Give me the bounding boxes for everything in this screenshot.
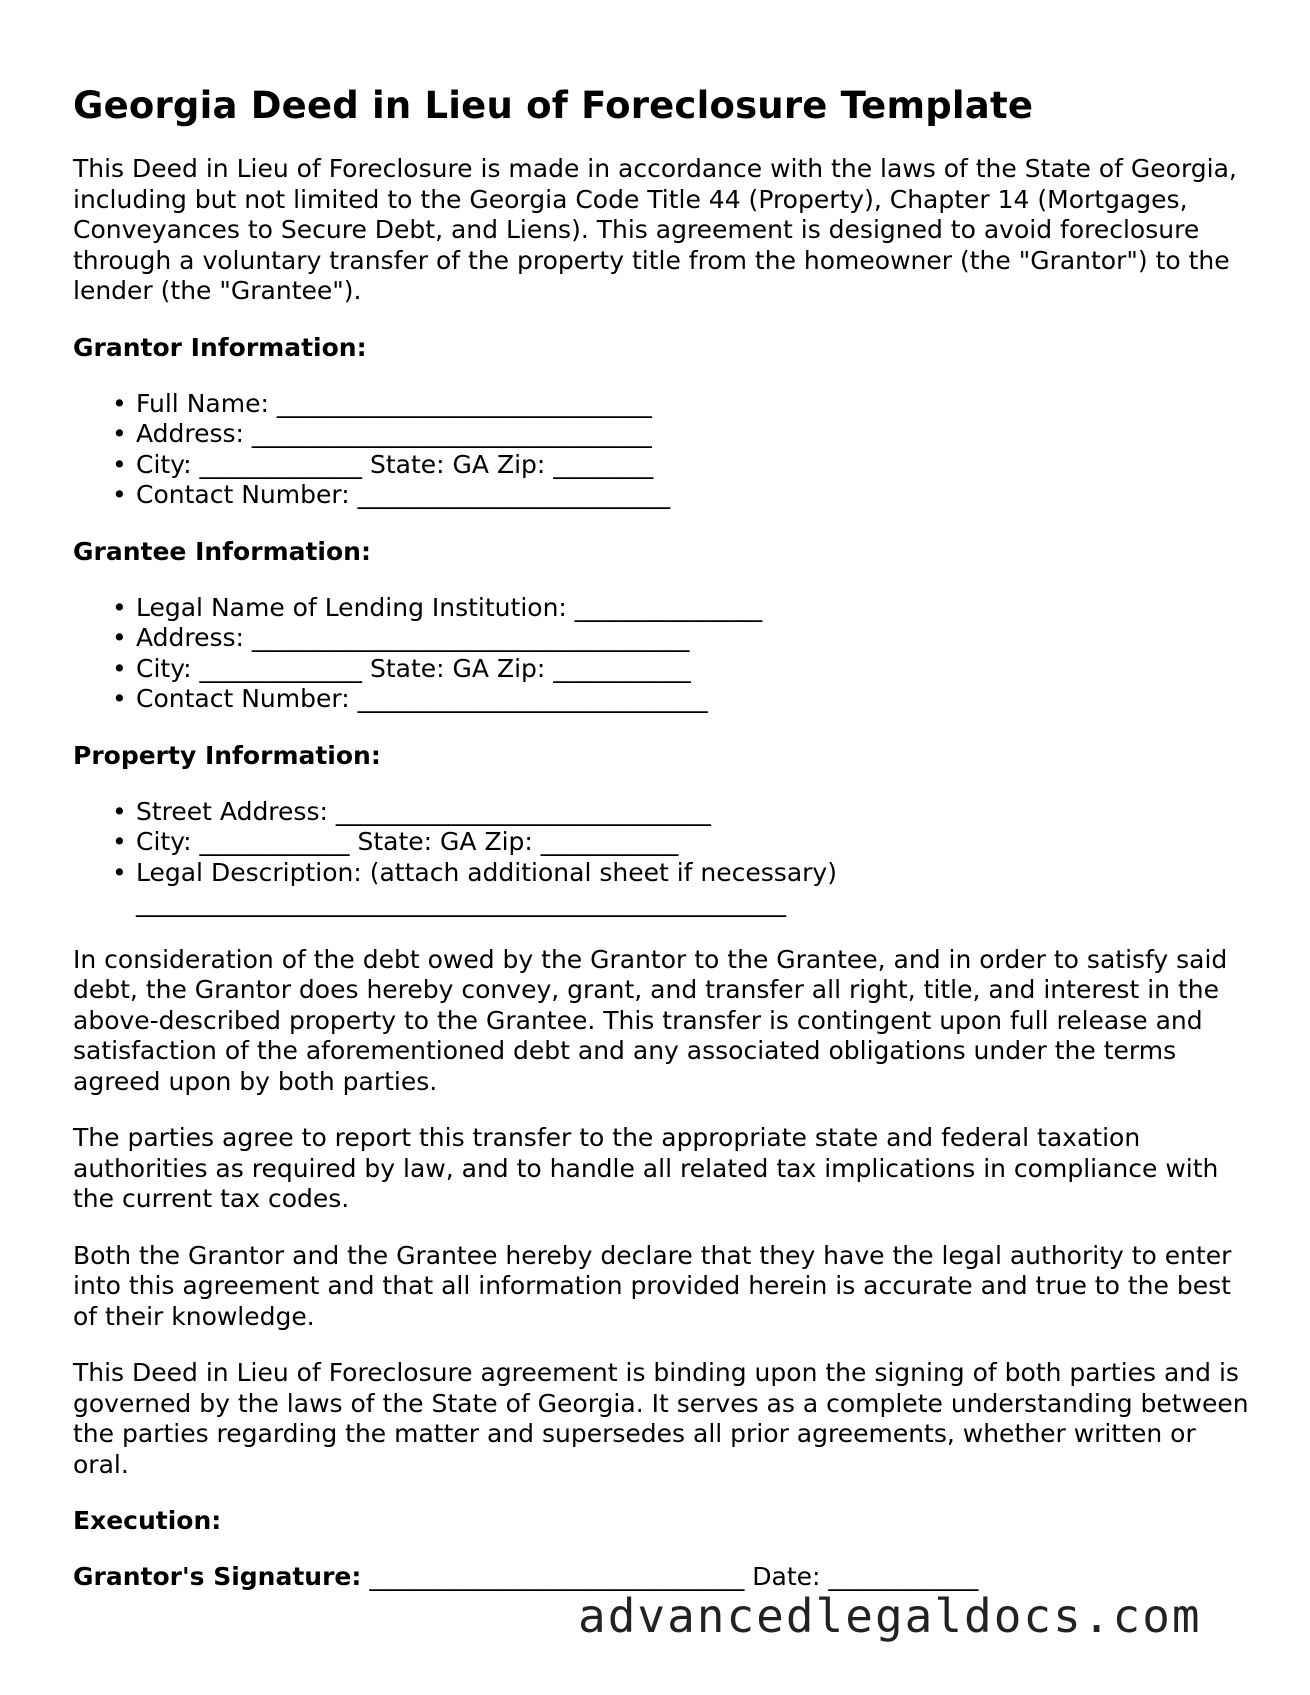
grantor-signature-label: Grantor's Signature:: [73, 1562, 362, 1591]
intro-paragraph: This Deed in Lieu of Foreclosure is made in accordance with the laws of the State of Georgia, including but not limited to the Georgia Code Title 44 (Property), Chapter 14 (Mortgages, Conveyances to Secure Debt, and Liens). This agreement is designed to avoid foreclosure through a voluntary transfer of the property title from the homeowner (the "Grantor") to the lender (the "Grantee").: [73, 154, 1237, 305]
grantor-signature-date-field[interactable]: Date: ____________: [752, 1562, 979, 1591]
list-item: [112, 388, 1253, 420]
list-item: [112, 449, 1253, 481]
bullet-icon: •: [112, 449, 127, 479]
execution-heading: Execution:: [73, 1506, 222, 1535]
grantee-address-field[interactable]: Address: ___________________________________: [136, 623, 690, 652]
property-field-list: [73, 797, 1253, 919]
grantee-field-list: [73, 593, 1253, 715]
document-page: [73, 84, 1253, 1592]
list-item: [112, 592, 1253, 624]
document-title: Georgia Deed in Lieu of Foreclosure Template: [73, 84, 1034, 127]
bullet-icon: •: [112, 623, 127, 652]
grantee-city-state-zip-field[interactable]: City: _____________ State: GA Zip: ___________: [136, 653, 691, 683]
bullet-icon: •: [112, 388, 127, 418]
bullet-icon: •: [112, 480, 127, 509]
list-item: [112, 480, 1253, 511]
bullet-icon: •: [112, 653, 127, 683]
consideration-paragraph: In consideration of the debt owed by the Grantor to the Grantee, and in order to satisfy said debt, the Grantor does hereby convey, grant, and transfer all right, title, and interest in the above-described property to the Grantee. This transfer is contingent upon full release and satisfaction of the aforementioned debt and any associated obligations under the terms agreed upon by both parties.: [73, 944, 1228, 1096]
grantee-contact-number-field[interactable]: Contact Number: ____________________________: [136, 684, 708, 713]
grantor-address-field[interactable]: Address: ________________________________: [136, 419, 652, 448]
bullet-icon: •: [112, 592, 127, 622]
bullet-icon: •: [112, 419, 127, 448]
bullet-icon: •: [112, 796, 127, 826]
authority-paragraph: Both the Grantor and the Grantee hereby declare that they have the legal authority to enter into this agreement and that all information provided herein is accurate and true to the best of their knowledge.: [73, 1240, 1232, 1331]
grantee-legal-name-field[interactable]: Legal Name of Lending Institution: _______________: [136, 592, 763, 622]
property-street-address-field[interactable]: Street Address: ______________________________: [136, 796, 711, 826]
list-item: [112, 684, 1253, 715]
list-item: [112, 796, 1253, 828]
grantor-contact-number-field[interactable]: Contact Number: _________________________: [136, 480, 671, 509]
bullet-icon: •: [112, 857, 127, 887]
grantor-signature-field[interactable]: ______________________________: [361, 1562, 753, 1591]
grantor-city-state-zip-field[interactable]: City: _____________ State: GA Zip: ________: [136, 449, 654, 479]
bullet-icon: •: [112, 827, 127, 856]
grantor-signature-row: [73, 1562, 1253, 1592]
bullet-icon: •: [112, 684, 127, 713]
property-city-state-zip-field[interactable]: City: ____________ State: GA Zip: ___________: [136, 827, 679, 856]
list-item: [112, 857, 1253, 919]
property-heading: Property Information:: [73, 740, 381, 770]
list-item: [112, 653, 1253, 685]
list-item: [112, 623, 1253, 654]
binding-paragraph: This Deed in Lieu of Foreclosure agreement is binding upon the signing of both parties and is governed by the laws of the State of Georgia. It serves as a complete understanding between the parties regarding the matter and supersedes all prior agreements, whether written or oral.: [73, 1358, 1249, 1479]
watermark-text: advancedlegaldocs.com: [578, 1589, 1202, 1643]
property-legal-description-field[interactable]: Legal Description: (attach additional sheet if necessary) ____________________________________________________: [136, 857, 837, 917]
list-item: [112, 419, 1253, 450]
grantor-full-name-field[interactable]: Full Name: ______________________________: [136, 388, 652, 418]
list-item: [112, 827, 1253, 858]
taxation-paragraph: The parties agree to report this transfer to the appropriate state and federal taxation authorities as required by law, and to handle all related tax implications in compliance with the current tax codes.: [73, 1123, 1219, 1213]
grantor-field-list: [73, 389, 1253, 511]
grantee-heading: Grantee Information:: [73, 536, 371, 566]
grantor-heading: Grantor Information:: [73, 332, 367, 362]
